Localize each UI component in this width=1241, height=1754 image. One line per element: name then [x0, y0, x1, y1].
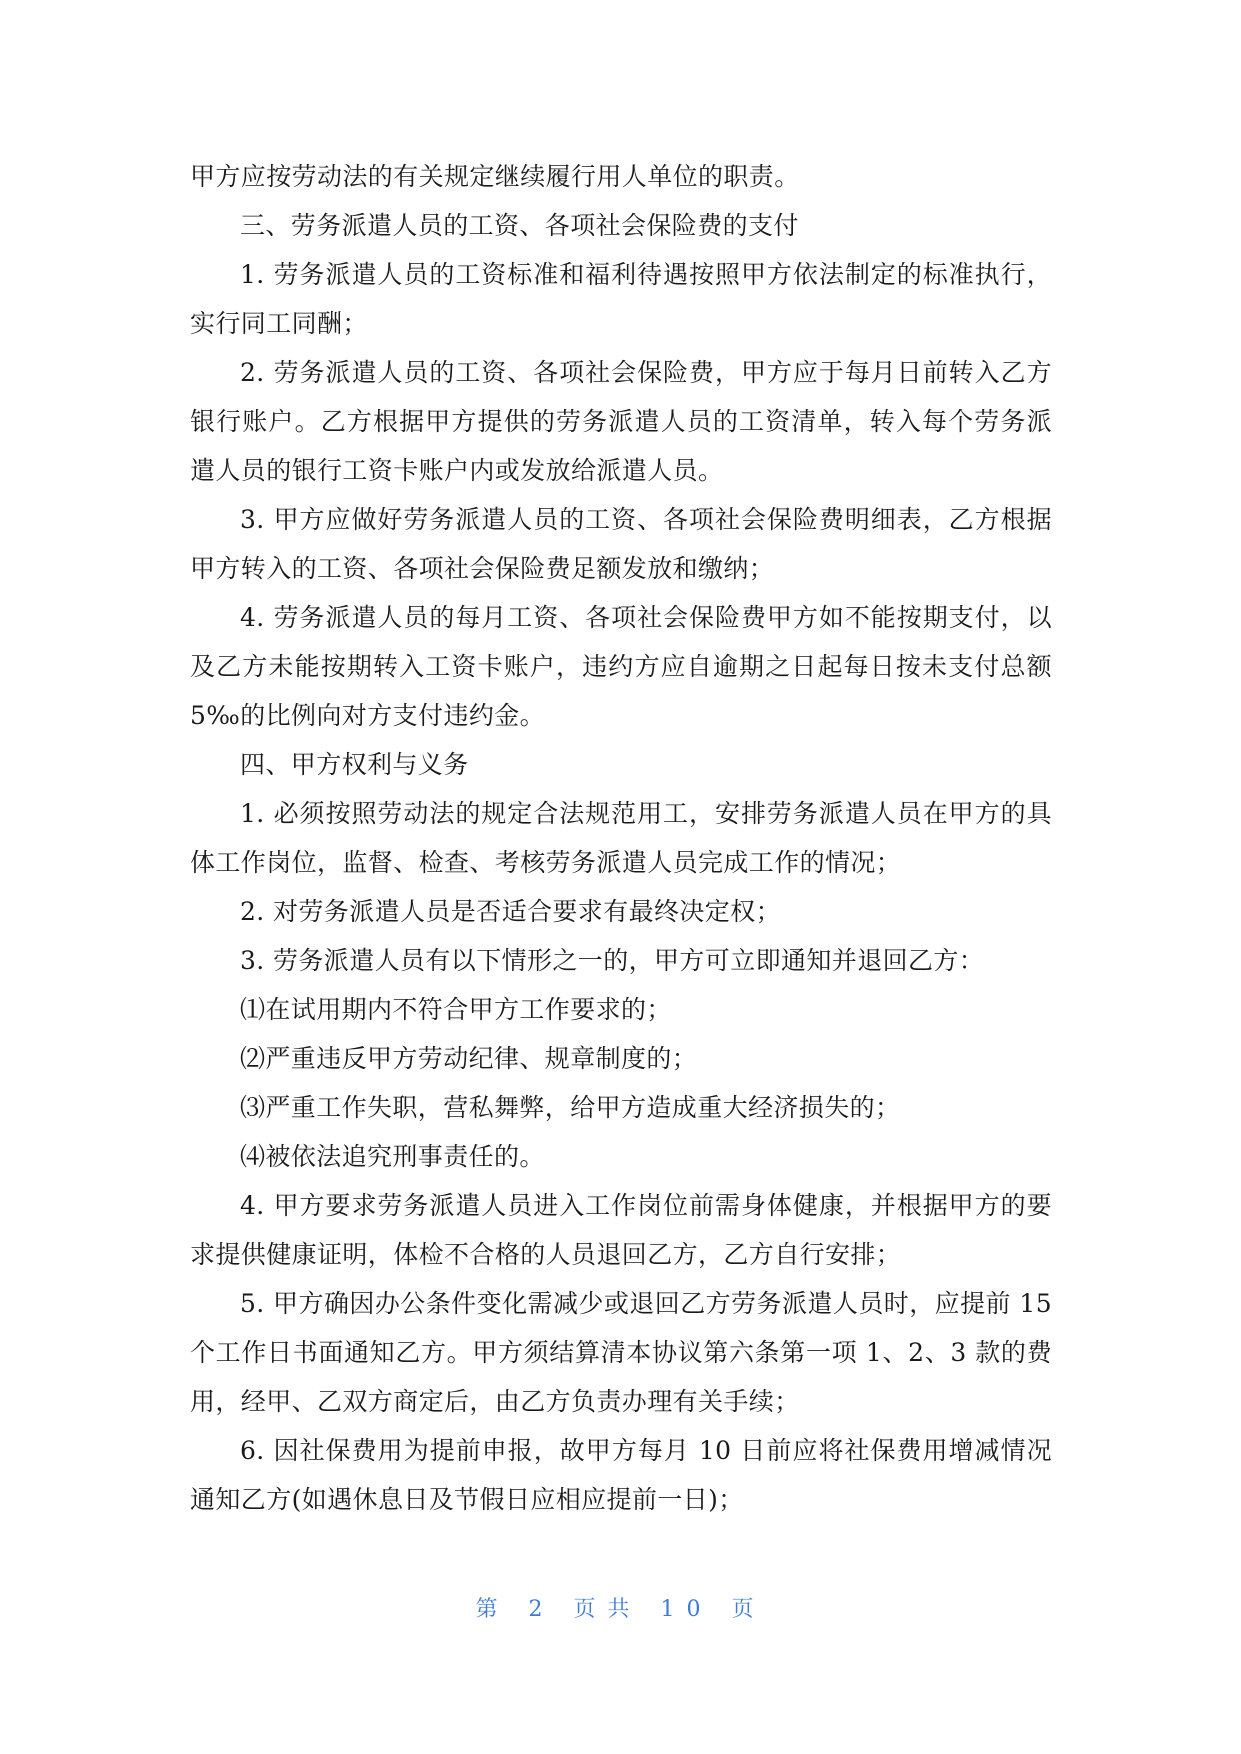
list-item: ⑶严重工作失职，营私舞弊，给甲方造成重大经济损失的；: [240, 1093, 901, 1122]
paragraph: 2. 对劳务派遣人员是否适合要求有最终决定权；: [240, 897, 782, 926]
list-item: ⑷被依法追究刑事责任的。: [240, 1142, 545, 1171]
paragraph: 4. 甲方要求劳务派遣人员进入工作岗位前需身体健康，并根据甲方的要求提供健康证明，体检不合格的人员退回乙方，乙方自行安排；: [190, 1191, 1052, 1269]
list-item: ⑵严重违反甲方劳动纪律、规章制度的；: [240, 1044, 698, 1073]
paragraph: 2. 劳务派遣人员的工资、各项社会保险费，甲方应于每月日前转入乙方银行账户。乙方根据甲方提供的劳务派遣人员的工资清单，转入每个劳务派遣人员的银行工资卡账户内或发放给派遣人员。: [190, 358, 1052, 485]
paragraph: 4. 劳务派遣人员的每月工资、各项社会保险费甲方如不能按期支付，以及乙方未能按期转入工资卡账户，违约方应自逾期之日起每日按未支付总额 5‰的比例向对方支付违约金。: [190, 603, 1052, 730]
paragraph: 甲方应按劳动法的有关规定继续履行用人单位的职责。: [190, 162, 800, 191]
paragraph: 3. 甲方应做好劳务派遣人员的工资、各项社会保险费明细表，乙方根据甲方转入的工资、各项社会保险费足额发放和缴纳；: [190, 505, 1052, 583]
paragraph: 1. 劳务派遣人员的工资标准和福利待遇按照甲方依法制定的标准执行，实行同工同酬；: [190, 260, 1052, 338]
paragraph: 3. 劳务派遣人员有以下情形之一的，甲方可立即通知并退回乙方：: [240, 946, 985, 975]
paragraph: 5. 甲方确因办公条件变化需减少或退回乙方劳务派遣人员时，应提前 15 个工作日书面通知乙方。甲方须结算清本协议第六条第一项 1、2、3 款的费用，经甲、乙双方商定后，由乙方负责办理有关手续；: [190, 1289, 1052, 1416]
list-item: ⑴在试用期内不符合甲方工作要求的；: [240, 995, 672, 1024]
paragraph: 6. 因社保费用为提前申报，故甲方每月 10 日前应将社保费用增减情况通知乙方(如遇休息日及节假日应相应提前一日)；: [190, 1436, 1052, 1514]
section-heading: 四、甲方权利与义务: [240, 750, 469, 779]
paragraph: 1. 必须按照劳动法的规定合法规范用工，安排劳务派遣人员在甲方的具体工作岗位，监督、检查、考核劳务派遣人员完成工作的情况；: [190, 799, 1052, 877]
document-body: [190, 152, 1052, 1524]
page-number-footer: 第 2 页共 10 页: [475, 1597, 766, 1622]
section-heading: 三、劳务派遣人员的工资、各项社会保险费的支付: [240, 211, 799, 240]
